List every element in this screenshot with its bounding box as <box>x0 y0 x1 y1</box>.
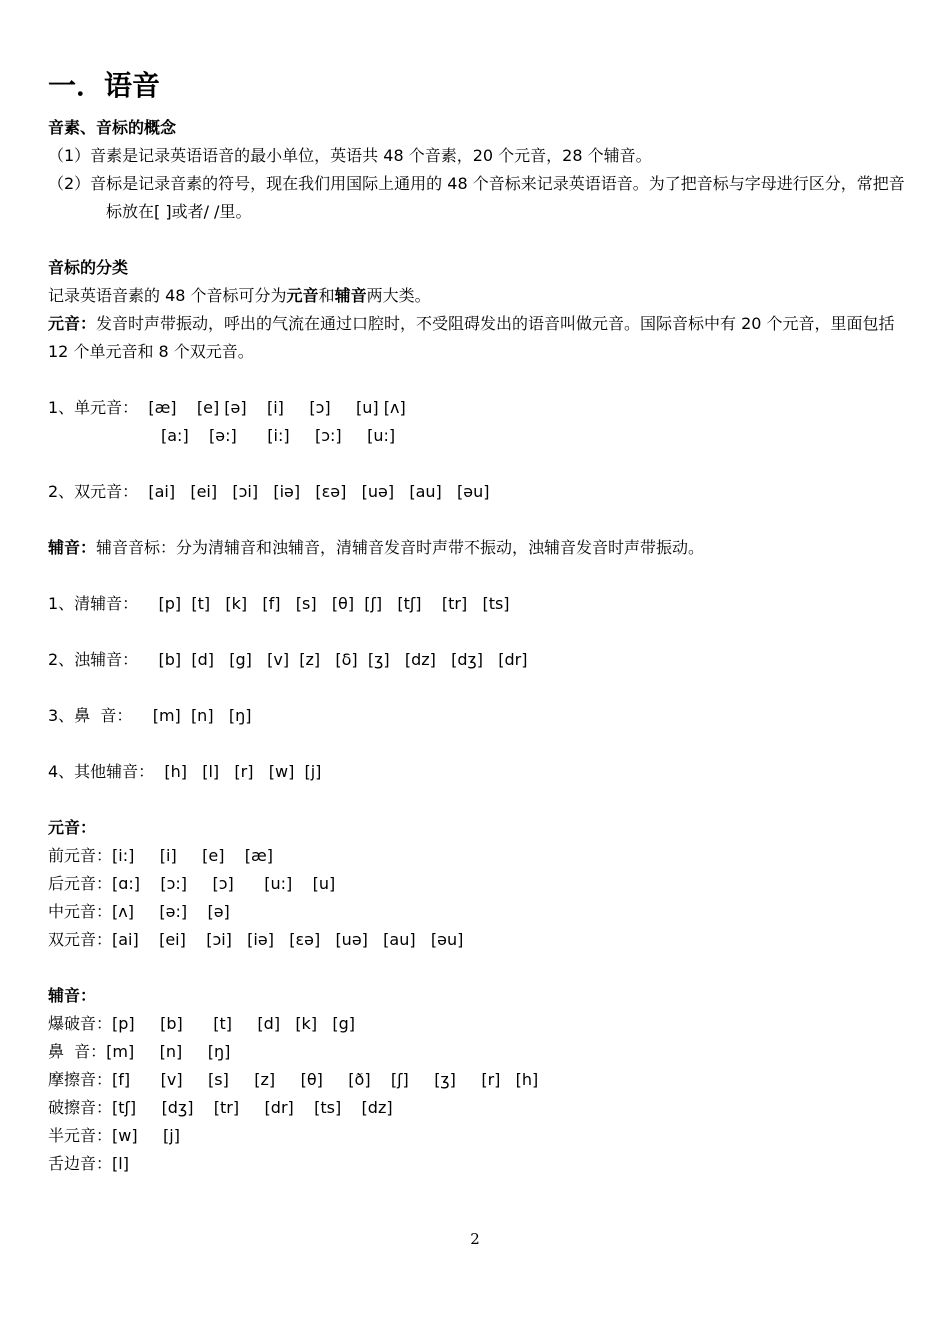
classification-intro <box>48 282 910 310</box>
central-vowels: 中元音：[ʌ] [ə:] [ə] <box>48 902 230 921</box>
voiceless-consonants: 1、清辅音： [p] [t] [k] [f] [s] [θ] [ʃ] [tʃ] [tr] [ts] <box>48 594 510 613</box>
diphthongs-line: 2、双元音： [ai] [ei] [ɔi] [iə] [εə] [uə] [au] [əu] <box>48 482 490 501</box>
concept-item-2: （2）音标是记录音素的符号，现在我们用国际上通用的 48 个音标来记录英语语音。为了把音标与字母进行区分，常把音标放在[ ]或者/ /里。 <box>48 174 905 221</box>
consonant-text: 辅音音标：分为清辅音和浊辅音，清辅音发音时声带不振动，浊辅音发音时声带振动。 <box>96 538 705 557</box>
intro-text-pre: 记录英语音素的 48 个音标可分为 <box>48 286 287 305</box>
vowel-label: 元音： <box>48 314 97 333</box>
page-number: 2 <box>470 1230 480 1248</box>
section-heading-classification: 音标的分类 <box>48 258 129 277</box>
vowel-text: 发音时声带振动，呼出的气流在通过口腔时，不受阻碍发出的语音叫做元音。国际音标中有 20 个元音，里面包括 12 个单元音和 8 个双元音。 <box>48 314 895 361</box>
section-heading-concept: 音素、音标的概念 <box>48 118 177 137</box>
nasal-list: 鼻 音：[m] [n] [ŋ] <box>48 1042 231 1061</box>
nasal-consonants: 3、鼻 音： [m] [n] [ŋ] <box>48 706 252 725</box>
affricate-consonants: 破擦音：[tʃ] [dʒ] [tr] [dr] [ts] [dz] <box>48 1098 393 1117</box>
monophthongs-line-2: [a:] [ə:] [i:] [ɔ:] [u:] <box>161 426 396 445</box>
concept-item-1: （1）音素是记录英语语音的最小单位，英语共 48 个音素，20 个元音，28 个辅音。 <box>48 146 652 165</box>
back-vowels: 后元音：[ɑ:] [ɔ:] [ɔ] [u:] [u] <box>48 874 336 893</box>
diphthong-vowels: 双元音：[ai] [ei] [ɔi] [iə] [εə] [uə] [au] [əu] <box>48 930 464 949</box>
voiced-consonants: 2、浊辅音： [b] [d] [g] [v] [z] [δ] [ʒ] [dz] [dʒ] [dr] <box>48 650 528 669</box>
section-heading-vowels: 元音： <box>48 818 97 837</box>
plosive-consonants: 爆破音：[p] [b] [t] [d] [k] [g] <box>48 1014 355 1033</box>
consonant-definition <box>48 534 910 562</box>
intro-bold-consonant: 辅音 <box>334 286 367 305</box>
other-consonants: 4、其他辅音： [h] [l] [r] [w] [j] <box>48 762 322 781</box>
intro-text-post: 两大类。 <box>366 286 431 305</box>
lateral-consonants: 舌边音：[l] <box>48 1154 129 1173</box>
vowel-definition <box>48 310 910 366</box>
fricative-consonants: 摩擦音：[f] [v] [s] [z] [θ] [ð] [ʃ] [ʒ] [r] [h] <box>48 1070 539 1089</box>
page-content <box>48 66 910 1178</box>
page-title: 一．语音 <box>48 69 161 102</box>
front-vowels: 前元音：[i:] [i] [e] [æ] <box>48 846 273 865</box>
intro-bold-vowel: 元音 <box>286 286 319 305</box>
intro-text-mid: 和 <box>318 286 335 305</box>
consonant-label: 辅音： <box>48 538 97 557</box>
semivowel-consonants: 半元音：[w] [j] <box>48 1126 180 1145</box>
monophthongs-line-1: 1、单元音： [æ] [e] [ə] [i] [ɔ] [u] [ʌ] <box>48 398 406 417</box>
section-heading-consonants: 辅音： <box>48 986 97 1005</box>
